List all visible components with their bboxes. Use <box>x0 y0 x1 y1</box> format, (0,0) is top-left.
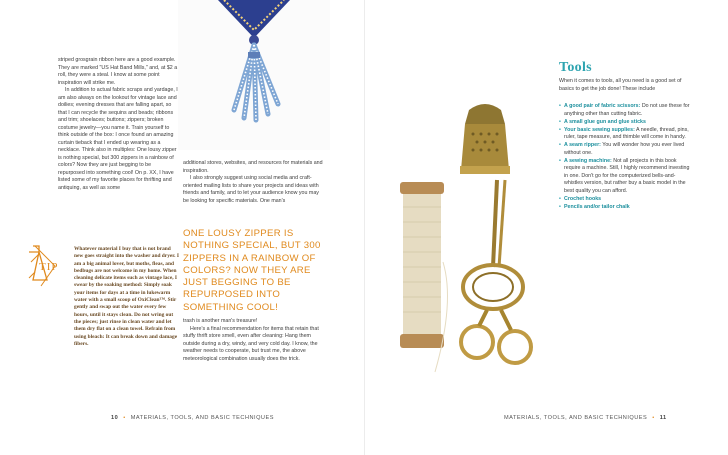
bullet-icon: • <box>559 118 561 125</box>
left-column-2 <box>183 160 323 205</box>
body-paragraph: trash is another man's treasure! <box>183 318 258 324</box>
stork-scissors-icon <box>461 180 531 363</box>
list-item <box>559 158 693 196</box>
item-text: Do not use these for anything other than cutting fabric. <box>564 103 690 117</box>
list-item <box>559 142 693 157</box>
bullet-icon: • <box>559 157 561 164</box>
item-text: Not all projects in this book require a machine. Still, I highly recommend investing in one. Don't go for the computerized bells-and-whistles version, but rather buy a basic model in the best quality you can afford. <box>564 157 690 194</box>
item-label: A good pair of fabric scissors: <box>564 103 641 109</box>
running-title: MATERIALS, TOOLS, AND BASIC TECHNIQUES <box>130 415 274 421</box>
tools-list <box>559 103 693 212</box>
item-text: A needle, thread, pins, ruler, tape measure, and thimble will come in handy. <box>564 126 689 141</box>
item-label: Your basic sewing supplies: <box>564 126 635 133</box>
tools-intro: When it comes to tools, all you need is a good set of basics to get the job done! These include <box>559 78 682 92</box>
list-item <box>559 196 693 204</box>
running-title: MATERIALS, TOOLS, AND BASIC TECHNIQUES <box>504 415 648 421</box>
sewing-tools-photo <box>365 62 555 402</box>
bullet-icon: • <box>559 195 561 202</box>
tip-badge <box>25 242 69 290</box>
list-item <box>559 119 693 127</box>
thimble-icon <box>460 104 510 174</box>
body-paragraph: striped grosgrain ribbon here are a good example. They are marked "US Hat Band Mills," and, at $2 a roll, they were a steal. I know at some point inspiration will strike me. <box>58 57 178 86</box>
bullet-icon: • <box>559 142 561 149</box>
bullet-icon: • <box>123 415 126 421</box>
body-paragraph: Here's a final recommendation for items that retain that stuffy thrift store smell, even after cleaning: Hang them outside during a dry, windy, and very cold day. I know, the weather needs to cooperate, but trust me, the above meteorological combination usually does the trick. <box>183 325 319 362</box>
page-number: 10 <box>111 415 119 421</box>
section-heading: Tools <box>559 60 592 75</box>
thread-spool-icon <box>400 182 448 372</box>
list-item <box>559 127 693 142</box>
tip-text: Whatever material I buy that is not brand new goes straight into the washer and dryer. I am a big animal lover, but moths, fleas, and bedbugs are not welcome in my home. When cleaning delicate items such as vintage lace, I swear by the soaking method: Simply soak your items for days at a time in lukewarm water with a small scoop of OxiClean™. Stir gently and swap out the water every few hours, until it stays clean. Do not wring out the pieces; just rinse in clean water and let them dry flat on a clean towel. Refrain from using bleach: It can break down and damage fibers. <box>74 246 179 347</box>
list-item <box>559 103 693 118</box>
footer-left <box>111 415 274 421</box>
item-label: A seam ripper: <box>564 142 601 149</box>
item-text: You will wonder how you ever lived without one. <box>564 142 685 156</box>
footer-right <box>504 415 667 421</box>
body-paragraph: In addition to actual fabric scraps and yardage, I am also always on the lookout for vintage lace and doilies; evening dresses that are falling apart, so that I can recycle the sequins and beads; ribbons and trim; shoelaces; buttons; zippers; broken costume jewelry—you name it. Train yourself to think outside of the box: I once found an amazing curtain tieback that I ended up wearing as a necklace. Think also in multiples: One lousy zipper is nothing special, but 300 zippers in a rainbow of colors? Now they are just begging to be repurposed into something cool! On p. XX, I have listed some of my favorite places for thrifting and antiquing, as well as some <box>58 87 178 191</box>
left-column-1 <box>58 57 178 192</box>
left-column-2-continued <box>183 318 323 363</box>
item-label: Pencils and/or tailor chalk <box>564 204 630 211</box>
bullet-icon: • <box>559 204 561 211</box>
bullet-icon: • <box>559 103 561 109</box>
bullet-icon: • <box>559 126 561 133</box>
body-paragraph: I also strongly suggest using social media and craft-oriented mailing lists to share your projects and ideas with friends and family, and to let your audience know you may be looking for specific materials. One man's <box>183 175 319 204</box>
item-label: A small glue gun and glue sticks <box>564 118 646 125</box>
page-number: 11 <box>659 415 667 421</box>
item-label: A sewing machine: <box>564 157 612 164</box>
ribbon-tassel-photo <box>178 0 330 150</box>
list-item <box>559 204 693 212</box>
tip-label: TIP <box>39 261 59 273</box>
body-paragraph: additional stores, websites, and resources for materials and inspiration. <box>183 160 323 174</box>
pull-quote: ONE LOUSY ZIPPER IS NOTHING SPECIAL, BUT 300 ZIPPERS IN A RAINBOW OF COLORS? NOW THEY ARE JUST BEGGING TO BE REPURPOSED INTO SOMETHING COOL! <box>183 228 321 313</box>
bullet-icon: • <box>652 415 655 421</box>
item-label: Crochet hooks <box>564 195 602 202</box>
